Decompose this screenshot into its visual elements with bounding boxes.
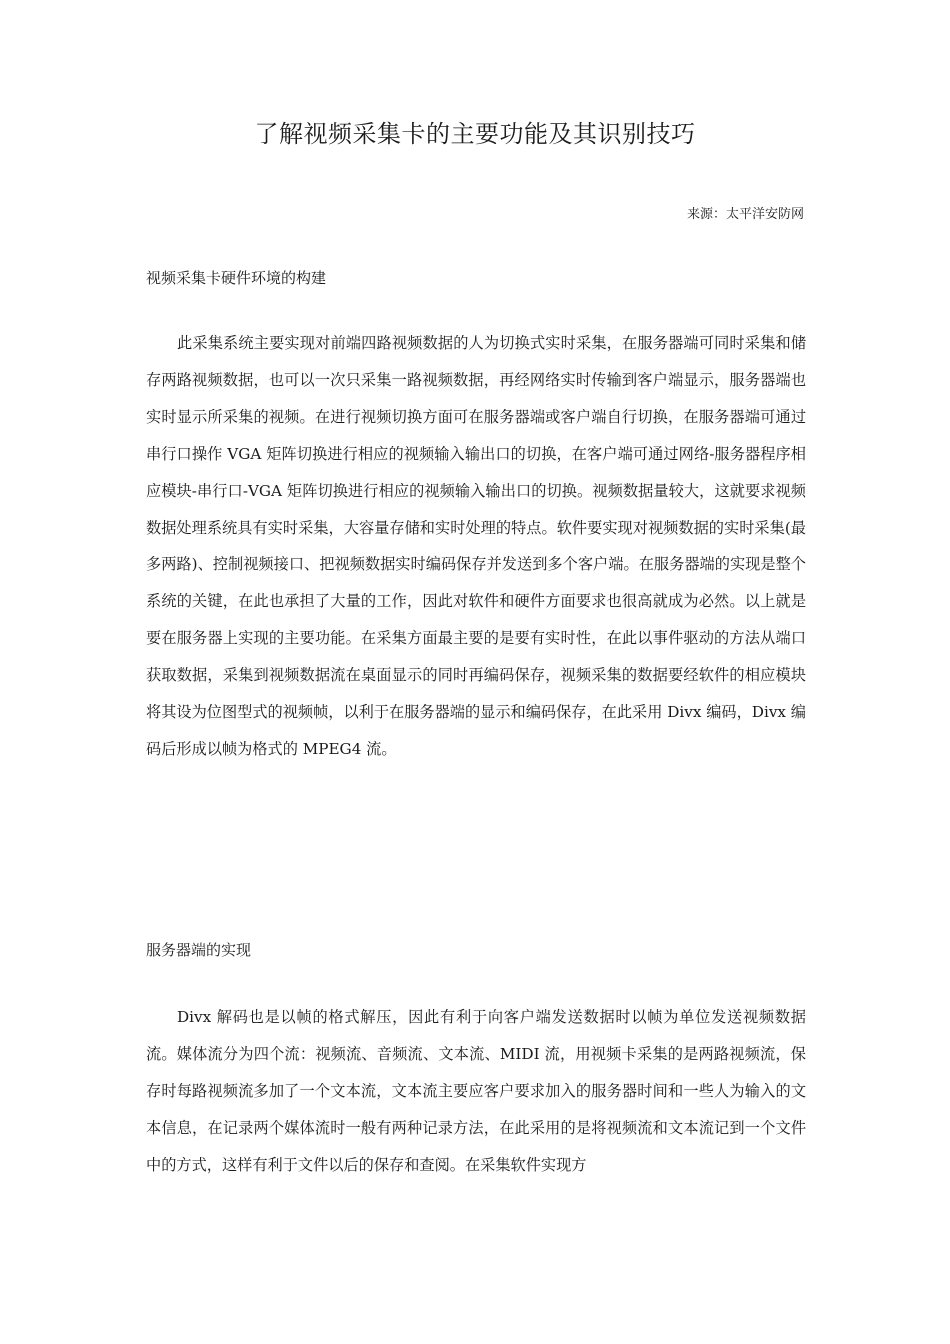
source-line: 来源：太平洋安防网 bbox=[686, 207, 804, 222]
section-heading-server: 服务器端的实现 bbox=[146, 941, 252, 959]
document-title: 了解视频采集卡的主要功能及其识别技巧 bbox=[254, 120, 696, 148]
section-paragraph-server: Divx 解码也是以帧的格式解压，因此有利于向客户端发送数据时以帧为单位发送视频数据流。媒体流分为四个流：视频流、音频流、文本流、MIDI 流，用视频卡采集的是两路视频流，保存时每路视频流多加了一个文本流，文本流主要应客户要求加入的服务器时间和一些人为输入的文本信息，在记录两个媒体流时一般有两种记录方法，在此采用的是将视频流和文本流记到一个文件中的方式，这样有利于文件以后的保存和查阅。在采集软件实现方 bbox=[146, 1008, 806, 1174]
section-heading-hardware: 视频采集卡硬件环境的构建 bbox=[146, 269, 327, 287]
section-paragraph-hardware: 此采集系统主要实现对前端四路视频数据的人为切换式实时采集，在服务器端可同时采集和储存两路视频数据，也可以一次只采集一路视频数据，再经网络实时传输到客户端显示，服务器端也实时显示所采集的视频。在进行视频切换方面可在服务器端或客户端自行切换，在服务器端可通过串行口操作 VGA 矩阵切换进行相应的视频输入输出口的切换，在客户端可通过网络-服务器程序相应模块-串行口-VGA 矩阵切换进行相应的视频输入输出口的切换。视频数据量较大，这就要求视频数据处理系统具有实时采集，大容量存储和实时处理的特点。软件要实现对视频数据的实时采集(最多两路)、控制视频接口、把视频数据实时编码保存并发送到多个客户端。在服务器端的实现是整个系统的关键，在此也承担了大量的工作，因此对软件和硬件方面要求也很高就成为必然。以上就是要在服务器上实现的主要功能。在采集方面最主要的是要有实时性，在此以事件驱动的方法从端口获取数据，采集到视频数据流在桌面显示的同时再编码保存，视频采集的数据要经软件的相应模块将其设为位图型式的视频帧，以利于在服务器端的显示和编码保存，在此采用 Divx 编码，Divx 编码后形成以帧为格式的 MPEG4 流。 bbox=[146, 334, 806, 758]
